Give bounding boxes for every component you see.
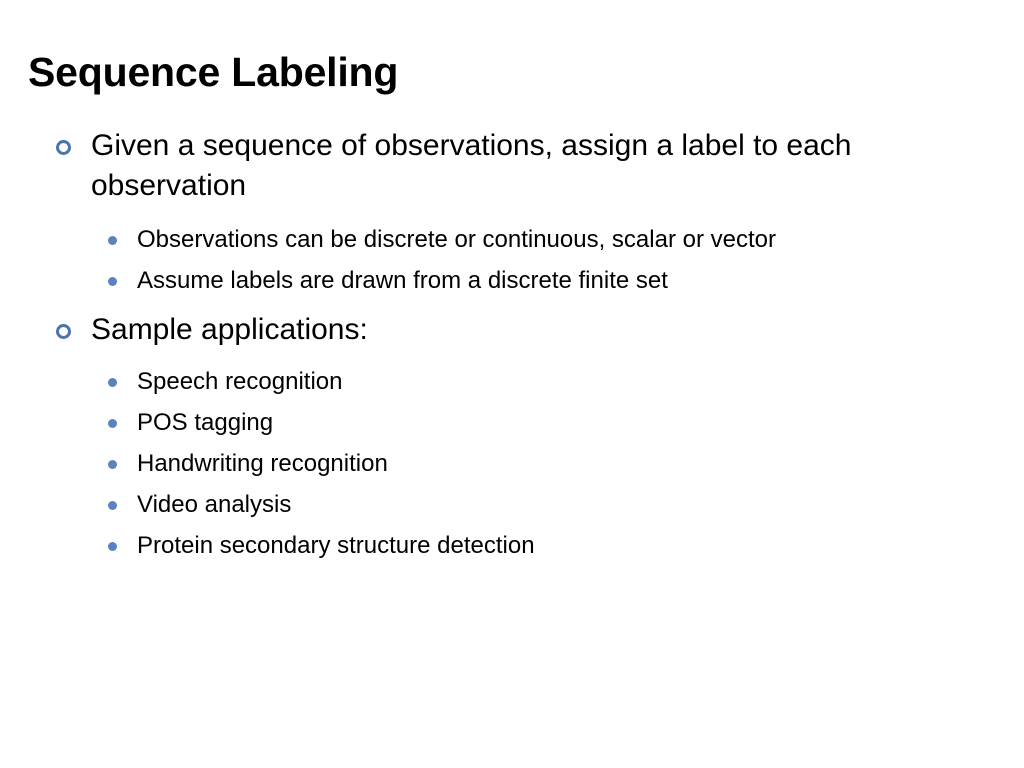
ring-bullet-icon (56, 140, 71, 155)
bullet-text: Given a sequence of observations, assign a label to each observation (91, 129, 852, 202)
sub-bullet-text: Handwriting recognition (137, 450, 388, 477)
sub-bullet-text: Assume labels are drawn from a discrete finite set (137, 267, 668, 294)
sub-bullet-item (0, 367, 1024, 408)
bullet-group-2 (0, 310, 1024, 572)
sub-bullet-item (0, 225, 1024, 266)
sub-bullet-text: Observations can be discrete or continuous, scalar or vector (137, 226, 776, 253)
dot-bullet-icon (108, 501, 117, 510)
slide-title: Sequence Labeling (28, 49, 399, 95)
dot-bullet-icon (108, 378, 117, 387)
bullet-text: Sample applications: (91, 313, 368, 346)
sub-bullet-item (0, 490, 1024, 531)
sub-bullet-text: Protein secondary structure detection (137, 532, 535, 559)
bullet-group-1 (0, 126, 1024, 307)
sub-bullet-item (0, 266, 1024, 307)
sub-bullet-text: Speech recognition (137, 368, 343, 395)
dot-bullet-icon (108, 542, 117, 551)
dot-bullet-icon (108, 460, 117, 469)
sub-bullet-item (0, 408, 1024, 449)
dot-bullet-icon (108, 419, 117, 428)
bullet-item (0, 310, 1024, 350)
bullet-item (0, 126, 1024, 206)
sub-bullet-item (0, 531, 1024, 572)
dot-bullet-icon (108, 277, 117, 286)
ring-bullet-icon (56, 324, 71, 339)
sub-bullet-text: POS tagging (137, 409, 274, 436)
sub-bullet-list (0, 225, 1024, 307)
sub-bullet-list (0, 367, 1024, 572)
sub-bullet-text: Video analysis (137, 491, 292, 518)
sub-bullet-item (0, 449, 1024, 490)
dot-bullet-icon (108, 236, 117, 245)
